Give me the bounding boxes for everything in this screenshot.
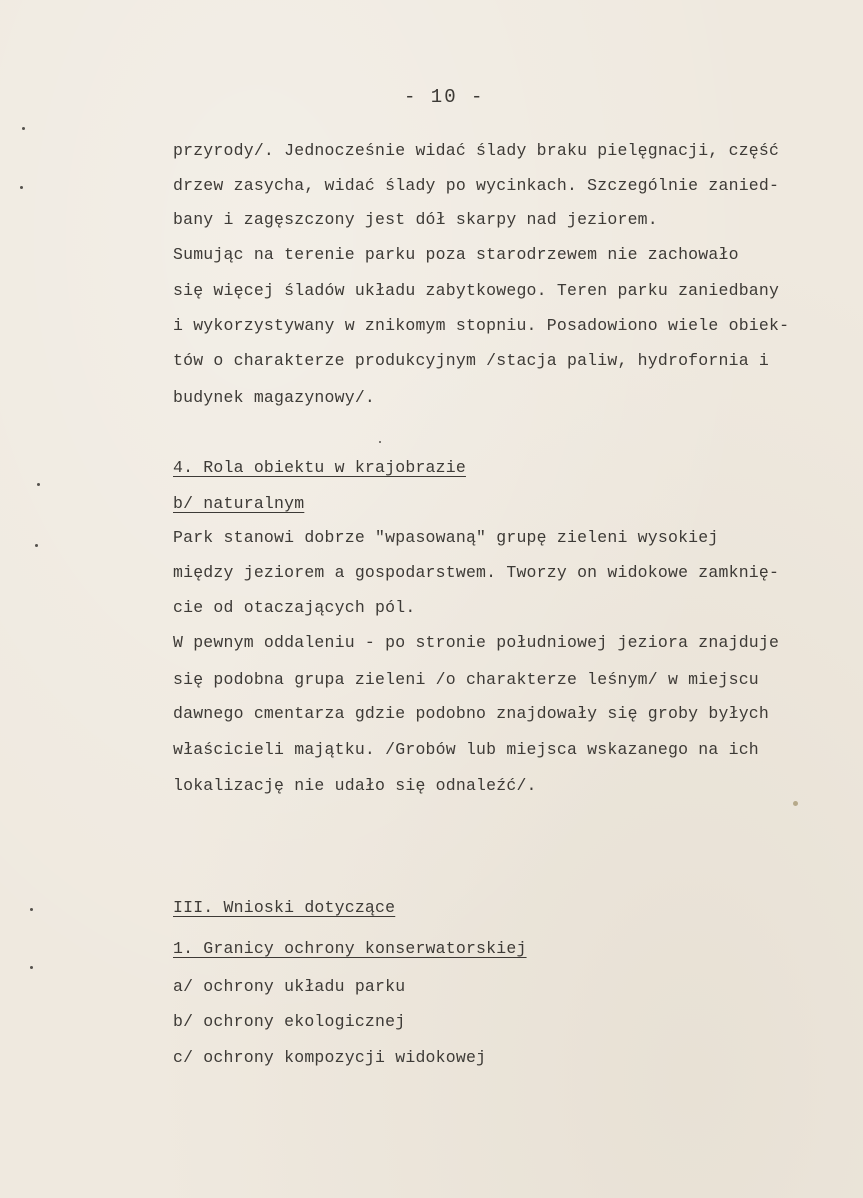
text-line: przyrody/. Jednocześnie widać ślady braku pielęgnacji, część — [173, 141, 780, 160]
list-item: a/ ochrony układu parku — [173, 977, 406, 996]
text-line: tów o charakterze produkcyjnym /stacja paliw, hydrofornia i — [173, 351, 769, 370]
section-subheading: 1. Granicy ochrony konserwatorskiej — [173, 939, 527, 958]
text-line: między jeziorem a gospodarstwem. Tworzy on widokowe zamknię- — [173, 563, 780, 582]
text-line: drzew zasycha, widać ślady po wycinkach. Szczególnie zanied- — [173, 176, 780, 195]
text-line: lokalizację nie udało się odnaleźć/. — [173, 776, 537, 795]
list-item: c/ ochrony kompozycji widokowej — [173, 1048, 487, 1067]
scan-mark — [30, 966, 33, 969]
text-line: Sumując na terenie parku poza starodrzewem nie zachowało — [173, 245, 739, 264]
text-line: się podobna grupa zieleni /o charakterze leśnym/ w miejscu — [173, 670, 759, 689]
scan-mark — [37, 483, 40, 486]
section-heading: III. Wnioski dotyczące — [173, 898, 396, 917]
text-line: W pewnym oddaleniu - po stronie południowej jeziora znajduje — [173, 633, 780, 652]
list-item: b/ ochrony ekologicznej — [173, 1012, 406, 1031]
page-number: - 10 - — [404, 86, 485, 108]
text-line: cie od otaczających pól. — [173, 598, 416, 617]
text-line: Park stanowi dobrze "wpasowaną" grupę zieleni wysokiej — [173, 528, 719, 547]
text-line: dawnego cmentarza gdzie podobno znajdowały się groby byłych — [173, 704, 769, 723]
text-line: budynek magazynowy/. — [173, 388, 376, 407]
scan-mark — [20, 186, 23, 189]
section-heading: 4. Rola obiektu w krajobrazie — [173, 458, 466, 477]
scan-mark — [35, 544, 38, 547]
section-subheading: b/ naturalnym — [173, 494, 305, 513]
scan-mark — [379, 441, 381, 443]
text-line: właścicieli majątku. /Grobów lub miejsca wskazanego na ich — [173, 740, 759, 759]
scan-mark — [30, 908, 33, 911]
text-line: bany i zagęszczony jest dół skarpy nad jeziorem. — [173, 210, 658, 229]
scan-mark — [793, 801, 798, 806]
text-line: się więcej śladów układu zabytkowego. Teren parku zaniedbany — [173, 281, 780, 300]
scan-mark — [22, 127, 25, 130]
text-line: i wykorzystywany w znikomym stopniu. Posadowiono wiele obiek- — [173, 316, 790, 335]
